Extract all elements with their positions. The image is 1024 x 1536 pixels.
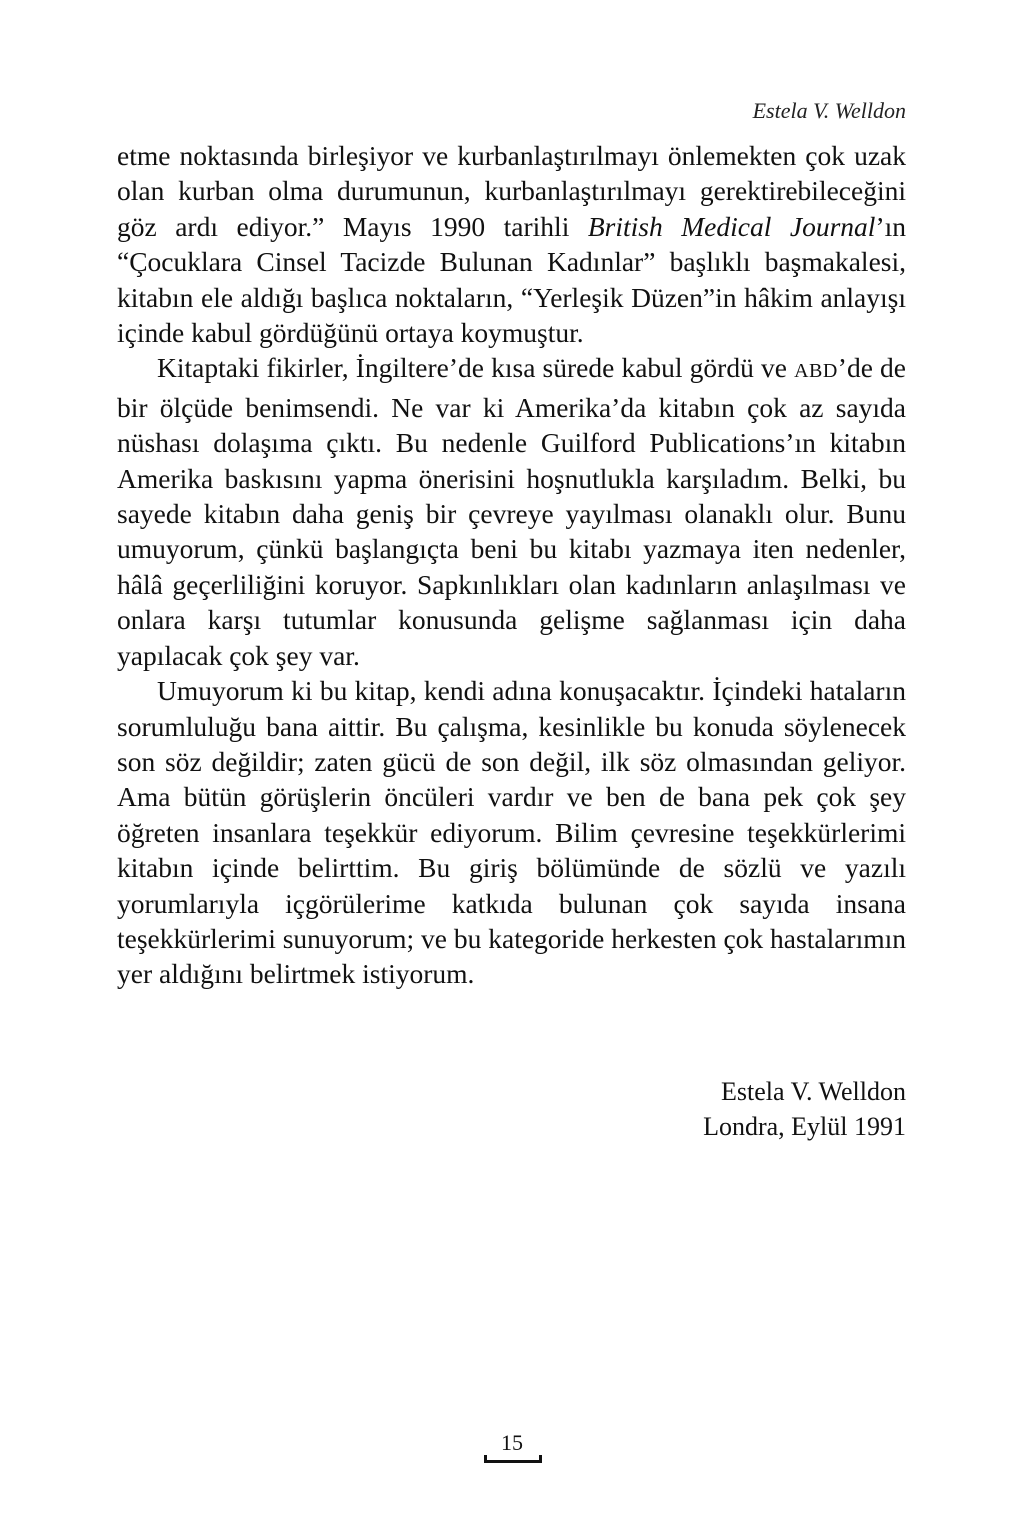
paragraph-1-text-a: etme noktasında birleşiyor ve kurbanlaştırılmayı önlemekten çok uzak olan kurban olma durumunun, kurbanlaştırılmayı gerektirebileceğini göz ardı ediyor.” Mayıs 1990 tarihli	[117, 140, 906, 242]
place-date: Londra, Eylül 1991	[703, 1112, 906, 1141]
running-head: Estela V. Welldon	[752, 98, 906, 123]
journal-title: British Medical Journal	[587, 210, 876, 242]
paragraph-1	[117, 138, 906, 350]
paragraph-3: Umuyorum ki bu kitap, kendi adına konuşacaktır. İçindeki hataların sorumluluğu bana aittir. Bu çalışma, kesinlikle bu konuda söylenecek son söz değildir; zaten gücü de son değil, ilk söz olmasından geliyor. Ama bütün görüşlerin öncüleri vardır ve ben de bana pek çok şey öğreten insanlara teşekkür ediyorum. Bilim çevresine teşekkürlerimi kitabın içinde belirttim. Bu giriş bölümünde de sözlü ve yazılı yorumlarıyla içgörülerime katkıda bulunan çok sayıda insana teşekkürlerimi sunuyorum; ve bu kategoride herkesten çok hastalarımın yer aldığını belirtmek istiyorum.	[117, 675, 906, 990]
author-name: Estela V. Welldon	[721, 1077, 906, 1106]
page-number: 15	[501, 1430, 523, 1455]
paragraph-2	[117, 350, 906, 673]
abd-abbreviation: ABD	[794, 360, 838, 383]
paragraph-2-text-b: ’de de bir ölçüde benimsendi. Ne var ki Amerika’da kitabın çok az sayıda nüshası dolaşıma çıktı. Bu nedenle Guilford Publications’ın kitabın Amerika baskısını yapma önerisini hoşnutlukla karşıladım. Belki, bu sayede kitabın daha geniş bir çevreye yayılması olanaklı olur. Bunu umuyorum, çünkü başlangıçta beni bu kitabı yazmaya iten nedenler, hâlâ geçerliliğini koruyor. Sapkınlıkları olan kadınların anlaşılması ve onlara karşı tutumlar konusunda gelişme sağlanması için daha yapılacak çok şey var.	[117, 352, 906, 671]
signature-block	[703, 1074, 906, 1144]
paragraph-1-text-b: ’ın “Çocuklara Cinsel Tacizde Bulunan Kadınlar” başlıklı başmakalesi, kitabın ele aldığı başlıca noktaların, “Yerleşik Düzen”in hâkim anlayışı içinde kabul gördüğünü ortaya koymuştur.	[117, 210, 906, 349]
page-number-rule	[484, 1460, 542, 1463]
paragraph-2-text-a: Kitaptaki fikirler, İngiltere’de kısa sürede kabul gördü ve	[157, 352, 795, 384]
body-text	[117, 138, 906, 992]
